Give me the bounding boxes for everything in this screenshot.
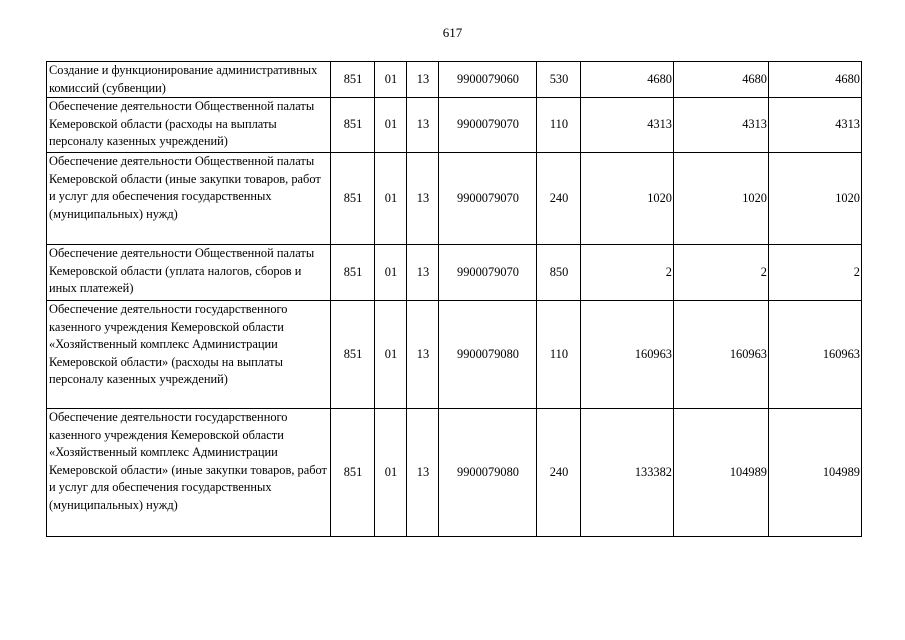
cell-amount-3: 160963 bbox=[769, 301, 862, 409]
cell-subsection-code: 13 bbox=[407, 62, 439, 98]
cell-expense-type-code: 110 bbox=[537, 98, 581, 153]
cell-subsection-code: 13 bbox=[407, 409, 439, 537]
cell-amount-1: 4680 bbox=[581, 62, 674, 98]
table-row bbox=[47, 153, 862, 245]
cell-ministry-code: 851 bbox=[331, 98, 375, 153]
cell-ministry-code: 851 bbox=[331, 153, 375, 245]
cell-amount-1: 160963 bbox=[581, 301, 674, 409]
cell-amount-1: 2 bbox=[581, 245, 674, 301]
cell-ministry-code: 851 bbox=[331, 409, 375, 537]
cell-section-code: 01 bbox=[375, 409, 407, 537]
cell-amount-2: 4680 bbox=[674, 62, 769, 98]
cell-subsection-code: 13 bbox=[407, 98, 439, 153]
cell-name: Создание и функционирование административных комиссий (субвенции) bbox=[47, 62, 331, 98]
cell-amount-3: 1020 bbox=[769, 153, 862, 245]
cell-name: Обеспечение деятельности Общественной палаты Кемеровской области (расходы на выплаты персоналу казенных учреждений) bbox=[47, 98, 331, 153]
table-row bbox=[47, 62, 862, 98]
table-row bbox=[47, 301, 862, 409]
cell-expense-type-code: 530 bbox=[537, 62, 581, 98]
cell-amount-1: 4313 bbox=[581, 98, 674, 153]
cell-section-code: 01 bbox=[375, 153, 407, 245]
cell-amount-2: 104989 bbox=[674, 409, 769, 537]
cell-name: Обеспечение деятельности государственного казенного учреждения Кемеровской области «Хозяйственный комплекс Администрации Кемеровской области» (иные закупки товаров, работ и услуг для обеспечения государственных (муниципальных) нужд) bbox=[47, 409, 331, 537]
cell-subsection-code: 13 bbox=[407, 245, 439, 301]
cell-expense-type-code: 850 bbox=[537, 245, 581, 301]
cell-section-code: 01 bbox=[375, 98, 407, 153]
cell-expense-type-code: 240 bbox=[537, 409, 581, 537]
cell-subsection-code: 13 bbox=[407, 153, 439, 245]
cell-expense-type-code: 110 bbox=[537, 301, 581, 409]
cell-name: Обеспечение деятельности Общественной палаты Кемеровской области (иные закупки товаров, работ и услуг для обеспечения государственных (муниципальных) нужд) bbox=[47, 153, 331, 245]
cell-name: Обеспечение деятельности Общественной палаты Кемеровской области (уплата налогов, сборов и иных платежей) bbox=[47, 245, 331, 301]
cell-expense-type-code: 240 bbox=[537, 153, 581, 245]
budget-table bbox=[46, 61, 862, 537]
cell-name: Обеспечение деятельности государственного казенного учреждения Кемеровской области «Хозяйственный комплекс Администрации Кемеровской области» (расходы на выплаты персоналу казенных учреждений) bbox=[47, 301, 331, 409]
cell-amount-3: 2 bbox=[769, 245, 862, 301]
cell-target-code: 9900079070 bbox=[439, 245, 537, 301]
cell-target-code: 9900079070 bbox=[439, 153, 537, 245]
cell-amount-2: 4313 bbox=[674, 98, 769, 153]
table-row bbox=[47, 98, 862, 153]
cell-subsection-code: 13 bbox=[407, 301, 439, 409]
table-row bbox=[47, 245, 862, 301]
cell-amount-3: 104989 bbox=[769, 409, 862, 537]
cell-section-code: 01 bbox=[375, 245, 407, 301]
cell-target-code: 9900079080 bbox=[439, 409, 537, 537]
cell-target-code: 9900079060 bbox=[439, 62, 537, 98]
table-row bbox=[47, 409, 862, 537]
cell-target-code: 9900079080 bbox=[439, 301, 537, 409]
cell-amount-3: 4313 bbox=[769, 98, 862, 153]
cell-ministry-code: 851 bbox=[331, 62, 375, 98]
cell-target-code: 9900079070 bbox=[439, 98, 537, 153]
cell-amount-1: 133382 bbox=[581, 409, 674, 537]
cell-amount-3: 4680 bbox=[769, 62, 862, 98]
cell-ministry-code: 851 bbox=[331, 301, 375, 409]
page-number: 617 bbox=[442, 25, 463, 40]
cell-amount-2: 1020 bbox=[674, 153, 769, 245]
cell-amount-2: 160963 bbox=[674, 301, 769, 409]
cell-section-code: 01 bbox=[375, 62, 407, 98]
cell-section-code: 01 bbox=[375, 301, 407, 409]
cell-amount-1: 1020 bbox=[581, 153, 674, 245]
cell-amount-2: 2 bbox=[674, 245, 769, 301]
cell-ministry-code: 851 bbox=[331, 245, 375, 301]
